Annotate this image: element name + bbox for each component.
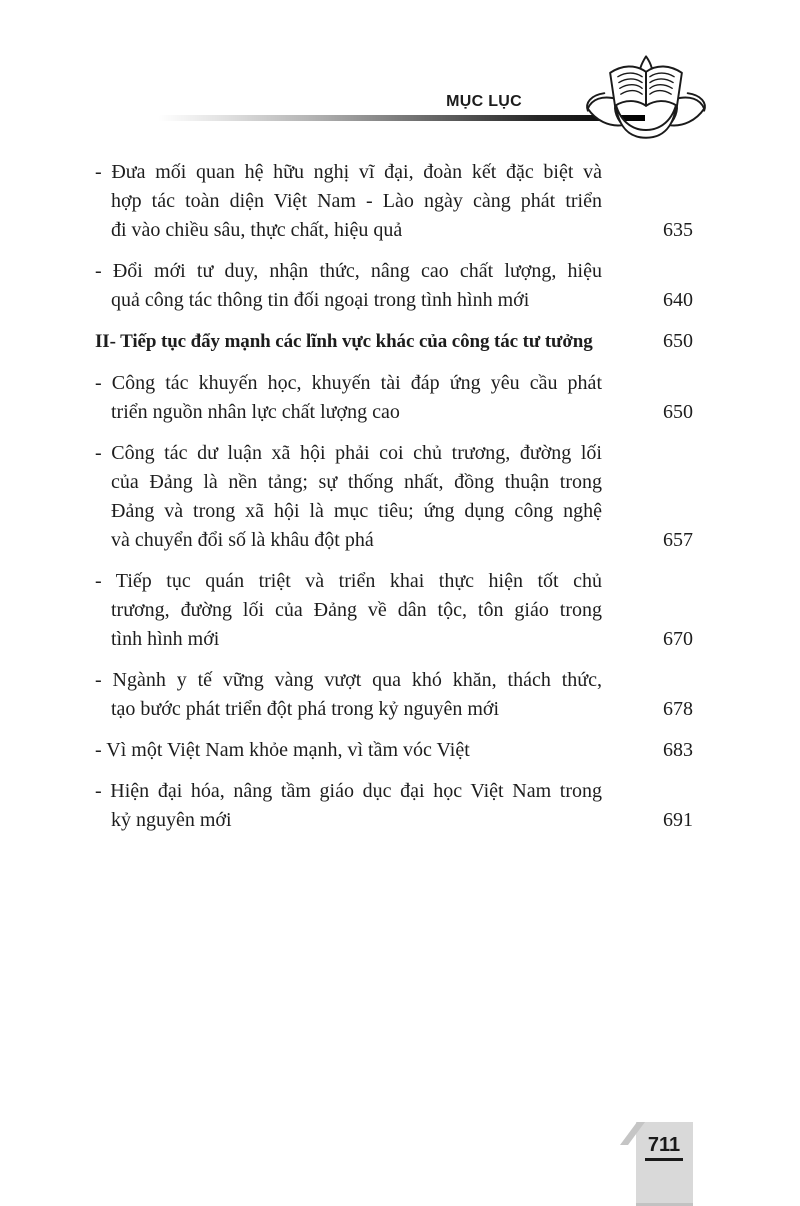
toc-line: quả công tác thông tin đối ngoại trong tình hình mới [111,289,530,311]
toc-entry-text [95,439,602,555]
toc-line: tạo bước phát triển đột phá trong kỷ nguyên mới [111,698,500,720]
toc-entry [95,666,693,724]
toc-entry-text [95,567,602,654]
running-head-title: MỤC LỤC [446,93,522,110]
toc-entry-page: 635 [663,219,693,241]
toc-line: kỷ nguyên mới [111,809,232,831]
toc-entry-text [95,257,602,315]
toc-list [95,158,693,847]
toc-entry [95,736,693,765]
toc-line: hợp tác toàn diện Việt Nam - Lào ngày càng phát triển [111,190,602,212]
toc-entry [95,567,693,654]
toc-entry-page: 691 [663,809,693,831]
toc-line: - Công tác khuyến học, khuyến tài đáp ứng yêu cầu phát [95,372,602,394]
toc-line: - Vì một Việt Nam khỏe mạnh, vì tầm vóc Việt [95,739,470,761]
toc-entry-page: 670 [663,628,693,650]
toc-line: tình hình mới [111,628,220,650]
toc-line: - Công tác dư luận xã hội phải coi chủ trương, đường lối [95,442,602,464]
folio-page-number: 711 [645,1134,683,1161]
toc-line: - Ngành y tế vững vàng vượt qua khó khăn, thách thức, [95,669,602,691]
toc-line: - Đổi mới tư duy, nhận thức, nâng cao chất lượng, hiệu [95,260,602,282]
toc-line: triển nguồn nhân lực chất lượng cao [111,401,400,423]
toc-entry-page: 640 [663,289,693,311]
toc-entry-page: 678 [663,698,693,720]
toc-entry [95,327,693,356]
toc-line: và chuyển đổi số là khâu đột phá [111,529,374,551]
toc-entry-text [95,777,602,835]
toc-line: II- Tiếp tục đẩy mạnh các lĩnh vực khác của công tác tư tưởng [95,331,593,352]
toc-entry-page: 657 [663,529,693,551]
toc-line: - Tiếp tục quán triệt và triển khai thực hiện tốt chủ [95,570,602,592]
toc-entry-page: 650 [663,401,693,423]
toc-entry-text [95,666,602,724]
toc-entry-page: 683 [663,739,693,761]
toc-entry-text [95,369,602,427]
toc-line: của Đảng là nền tảng; sự thống nhất, đồng thuận trong [111,471,602,493]
header-rule [158,115,645,121]
toc-entry [95,439,693,555]
toc-entry [95,158,693,245]
toc-line: trương, đường lối của Đảng về dân tộc, tôn giáo trong [111,599,602,621]
toc-entry [95,257,693,315]
toc-line: - Đưa mối quan hệ hữu nghị vĩ đại, đoàn kết đặc biệt và [95,161,602,183]
toc-line: đi vào chiều sâu, thực chất, hiệu quả [111,219,403,241]
toc-entry-text [95,327,635,356]
toc-entry-text [95,736,602,765]
toc-line: - Hiện đại hóa, nâng tầm giáo dục đại học Việt Nam trong [95,780,602,802]
toc-line: Đảng và trong xã hội là mục tiêu; ứng dụng công nghệ [111,500,602,522]
toc-entry [95,777,693,835]
toc-entry [95,369,693,427]
toc-entry-page: 650 [663,330,693,352]
toc-entry-text [95,158,602,245]
open-book-lotus-icon [583,54,709,144]
